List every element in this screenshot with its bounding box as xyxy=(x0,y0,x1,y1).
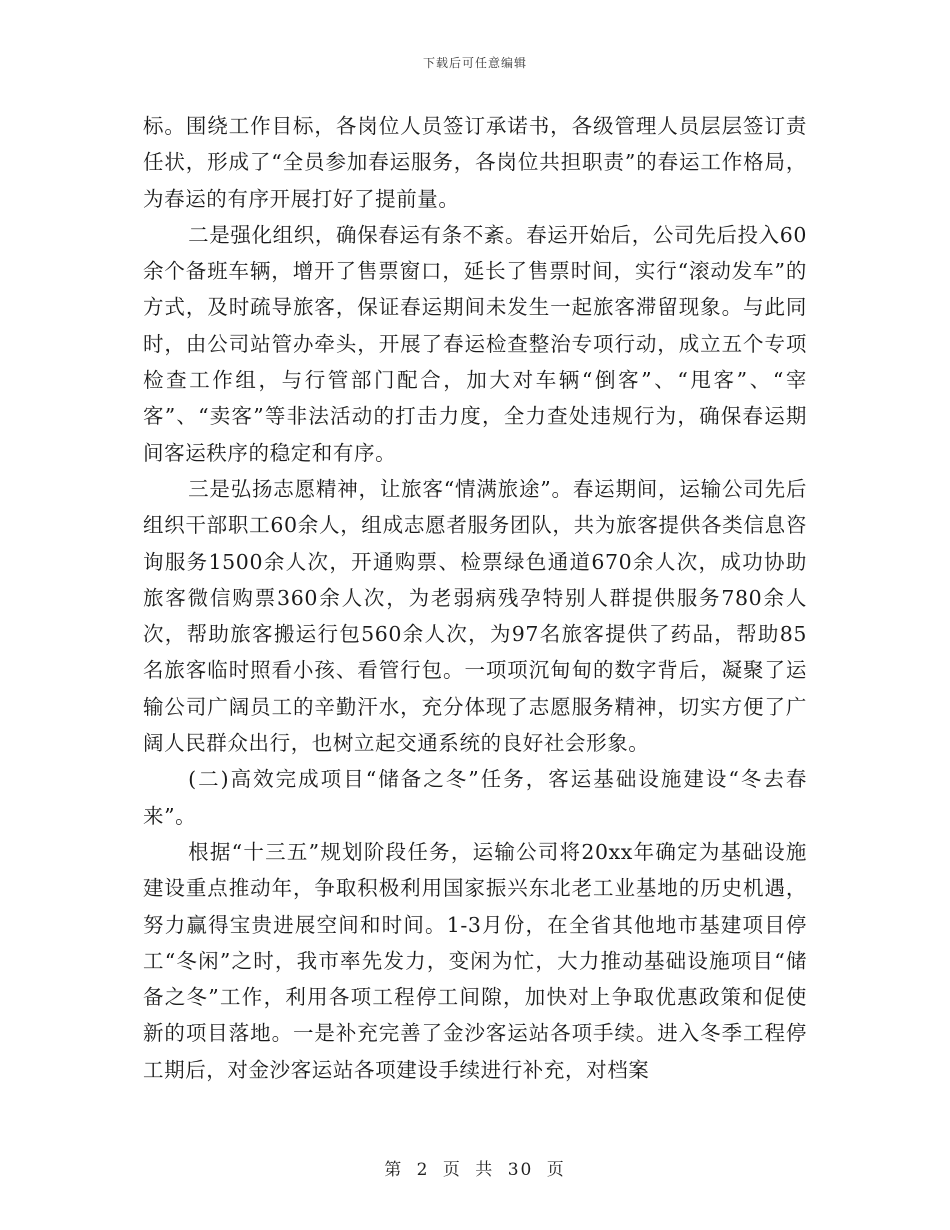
paragraph-2: 二是强化组织，确保春运有条不紊。春运开始后，公司先后投入60余个备班车辆，增开了售票窗口，延长了售票时间，实行“滚动发车”的方式，及时疏导旅客，保证春运期间未发生一起旅客滞留现象。与此同时，由公司站管办牵头，开展了春运检查整治专项行动，成立五个专项检查工作组，与行管部门配合，加大对车辆“倒客”、“甩客”、“宰客”、“卖客”等非法活动的打击力度，全力查处违规行为，确保春运期间客运秩序的稳定和有序。 xyxy=(143,222,807,465)
section-heading: (二)高效完成项目“储备之冬”任务，客运基础设施建设“冬去春来”。 xyxy=(143,767,807,828)
page-header: 下载后可任意编辑 xyxy=(422,56,527,70)
paragraph-3: 三是弘扬志愿精神，让旅客“情满旅途”。春运期间，运输公司先后组织干部职工60余人，组成志愿者服务团队，共为旅客提供各类信息咨询服务1500余人次，开通购票、检票绿色通道670余人次，成功协助旅客微信购票360余人次，为老弱病残孕特别人群提供服务780余人次，帮助旅客搬运行包560余人次，为97名旅客提供了药品，帮助85名旅客临时照看小孩、看管行包。一项项沉甸甸的数字背后，凝聚了运输公司广阔员工的辛勤汗水，充分体现了志愿服务精神，切实方便了广阔人民群众出行，也树立起交通系统的良好社会形象。 xyxy=(143,476,807,756)
page-footer: 第 2 页 共 30 页 xyxy=(384,1160,566,1180)
document-body xyxy=(143,108,807,1088)
paragraph-5: 根据“十三五”规划阶段任务，运输公司将20xx年确定为基础设施建设重点推动年，争取积极利用国家振兴东北老工业基地的历史机遇，努力赢得宝贵进展空间和时间。1-3月份，在全省其他地市基建项目停工“冬闲”之时，我市率先发力，变闲为忙，大力推动基础设施项目“储备之冬”工作，利用各项工程停工间隙，加快对上争取优惠政策和促使新的项目落地。一是补充完善了金沙客运站各项手续。进入冬季工程停工期后，对金沙客运站各项建设手续进行补充，对档案 xyxy=(143,839,807,1082)
paragraph-1: 标。围绕工作目标，各岗位人员签订承诺书，各级管理人员层层签订责任状，形成了“全员参加春运服务，各岗位共担职责”的春运工作格局，为春运的有序开展打好了提前量。 xyxy=(143,114,807,211)
